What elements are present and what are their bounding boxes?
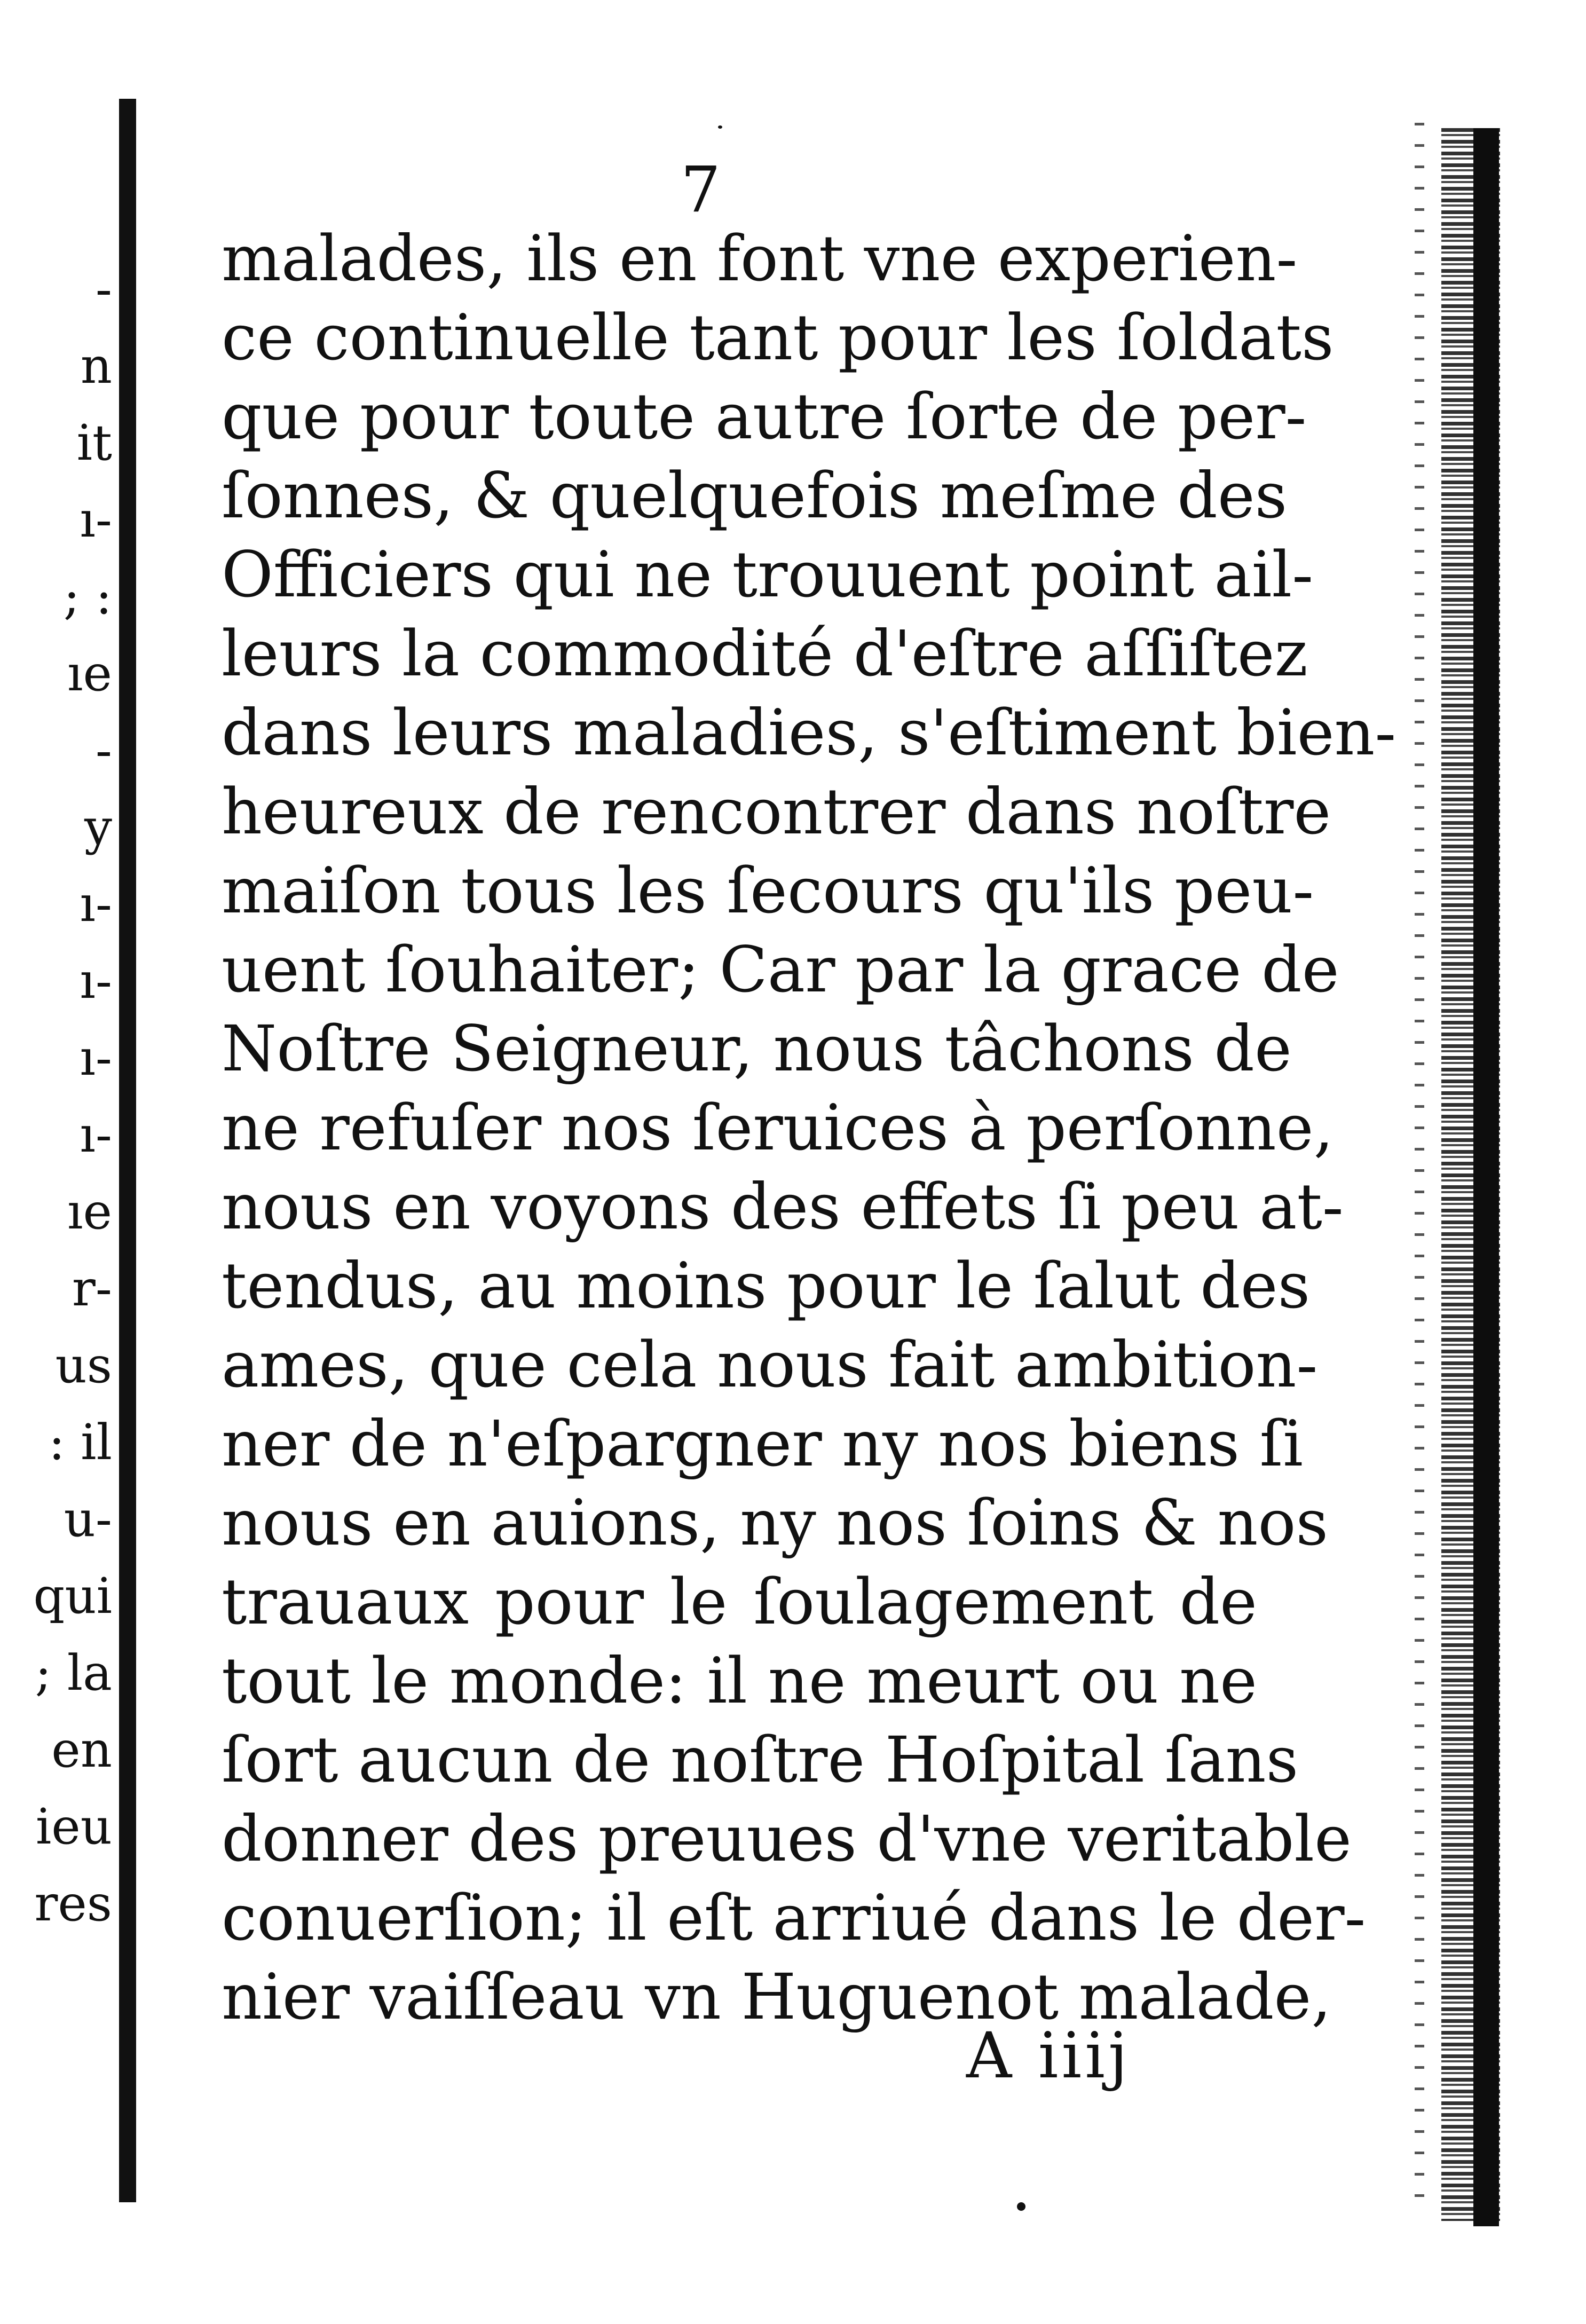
text-line: ſort aucun de noſtre Hoſpital ſans — [222, 1723, 1299, 1797]
left-fragment: it — [76, 414, 112, 471]
page-number: 7 — [681, 153, 721, 226]
body-text — [222, 219, 1396, 2036]
ink-speck — [1017, 2202, 1025, 2211]
left-fragment: en — [51, 1721, 112, 1778]
text-line: ce continuelle tant pour les ſoldats — [222, 301, 1334, 374]
left-fragment: - — [95, 722, 112, 779]
text-line: trauaux pour le ſoulagement de — [222, 1565, 1257, 1638]
text-line: uent ſouhaiter; Car par la grace de — [222, 933, 1339, 1006]
left-fragment: qui — [33, 1567, 112, 1625]
text-line: tendus, au moins pour le ſalut des — [222, 1249, 1311, 1322]
left-fragment: y — [84, 799, 112, 856]
text-line: conuerſion; il eſt arriué dans le der- — [222, 1881, 1366, 1955]
left-fragment: ; : — [63, 568, 112, 625]
ink-speck — [718, 125, 722, 129]
left-fragment: us — [55, 1337, 112, 1394]
left-fragment: - — [95, 261, 112, 318]
left-fragment: res — [34, 1875, 112, 1932]
left-fragment: ı- — [80, 491, 112, 548]
left-fragment: u- — [64, 1491, 112, 1548]
text-line: heureux de rencontrer dans noſtre — [222, 775, 1331, 848]
text-line: ner de n'eſpargner ny nos biens ſi — [222, 1407, 1303, 1480]
text-line: ne refuſer nos ſeruices à perſonne, — [222, 1091, 1334, 1164]
text-line: leurs la commodité d'eſtre aſſiſtez — [222, 617, 1308, 690]
left-fragment: : il — [48, 1414, 112, 1471]
left-fragment: ıe — [67, 645, 112, 702]
text-line: Officiers qui ne trouuent point ail- — [222, 538, 1314, 611]
text-line: nier vaiſſeau vn Huguenot malade, — [222, 1960, 1331, 2034]
text-line: tout le monde: il ne meurt ou ne — [222, 1644, 1257, 1718]
left-fragment: ı- — [80, 952, 112, 1010]
text-line: dans leurs maladies, s'eſtiment bien- — [222, 696, 1396, 769]
text-line: ames, que cela nous fait ambition- — [222, 1328, 1318, 1401]
text-line: donner des preuues d'vne veritable — [222, 1802, 1352, 1876]
left-fragment: ıe — [67, 1183, 112, 1240]
text-line: maiſon tous les ſecours qu'ils peu- — [222, 854, 1314, 927]
left-fragment: ı- — [80, 1106, 112, 1163]
text-line: malades, ils en font vne experien- — [222, 222, 1298, 295]
left-fragment: ieu — [35, 1798, 112, 1855]
text-line: que pour toute autre ſorte de per- — [222, 380, 1307, 453]
text-line: nous en auions, ny nos ſoins & nos — [222, 1486, 1329, 1559]
text-line: Noſtre Seigneur, nous tâchons de — [222, 1012, 1292, 1085]
gutter-rule — [119, 99, 136, 2202]
adjacent-page-edge-solid — [1473, 128, 1499, 2226]
text-line: nous en voyons des effets ſi peu at- — [222, 1170, 1344, 1243]
left-fragment: ı- — [80, 1029, 112, 1086]
left-fragment: ; la — [35, 1644, 112, 1701]
left-fragment: r- — [72, 1260, 112, 1317]
left-fragment: ı- — [80, 876, 112, 933]
adjacent-page-edge-thin — [1415, 123, 1424, 2205]
left-fragment: n — [80, 337, 112, 395]
text-line: ſonnes, & quelquefois meſme des — [222, 459, 1288, 532]
signature-mark: A iiij — [966, 2019, 1131, 2092]
left-page-fragments — [0, 251, 112, 1942]
